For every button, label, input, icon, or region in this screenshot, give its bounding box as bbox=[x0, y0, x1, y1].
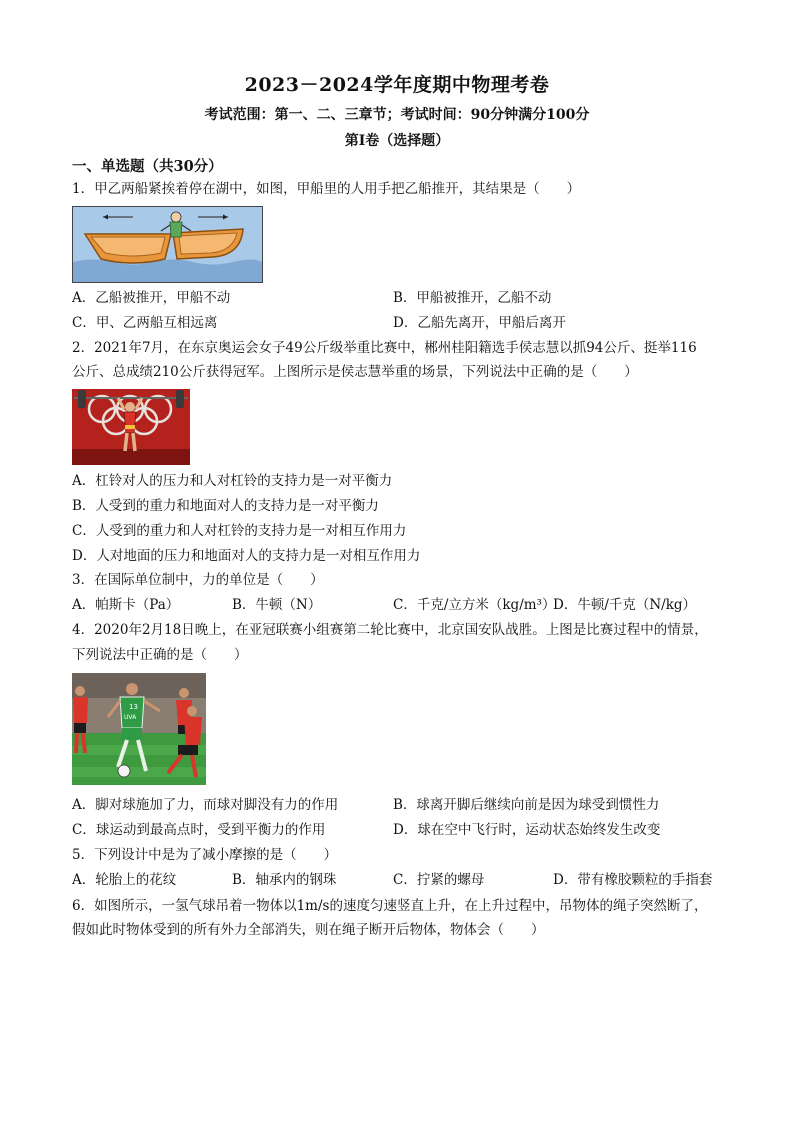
exam-subtitle: 考试范围：第一、二、三章节；考试时间：90分钟满分100分 bbox=[204, 107, 590, 123]
section-title: 一、单选题（共30分） bbox=[72, 158, 223, 175]
q4-option-c: C．球运动到最高点时，受到平衡力的作用 bbox=[72, 822, 326, 838]
q3-option-c: C．千克/立方米（kg/m³） bbox=[393, 597, 556, 613]
q4-stem-line1: 4．2020年2月18日晚上，在亚冠联赛小组赛第二轮比赛中，北京国安队战胜。上图是比赛过程中的情景， bbox=[72, 622, 708, 638]
q5-option-b: B．轴承内的钢珠 bbox=[232, 872, 337, 888]
q4-option-a: A．脚对球施加了力，而球对脚没有力的作用 bbox=[72, 797, 339, 813]
q4-stem-line2: 下列说法中正确的是（ ） bbox=[72, 647, 248, 663]
q6-stem-line1: 6．如图所示，一氢气球吊着一物体以1m/s的速度匀速竖直上升，在上升过程中，吊物体的绳子突然断了， bbox=[72, 898, 708, 914]
soccer-photo bbox=[72, 673, 206, 785]
q1-option-a: A．乙船被推开，甲船不动 bbox=[72, 290, 231, 306]
q3-option-d: D．牛顿/千克（N/kg） bbox=[553, 597, 697, 613]
q1-option-c: C．甲、乙两船互相远离 bbox=[72, 315, 218, 331]
boat-figure bbox=[72, 206, 263, 283]
q5-stem: 5．下列设计中是为了减小摩擦的是（ ） bbox=[72, 847, 338, 863]
part-title: 第Ⅰ卷（选择题） bbox=[344, 133, 450, 149]
weightlifting-photo bbox=[72, 389, 190, 465]
q2-option-b: B．人受到的重力和地面对人的支持力是一对平衡力 bbox=[72, 498, 379, 514]
q3-option-a: A．帕斯卡（Pa） bbox=[72, 597, 180, 613]
q1-option-b: B．甲船被推开，乙船不动 bbox=[393, 290, 552, 306]
q2-option-c: C．人受到的重力和人对杠铃的支持力是一对相互作用力 bbox=[72, 523, 407, 539]
q5-option-a: A．轮胎上的花纹 bbox=[72, 872, 177, 888]
q2-option-a: A．杠铃对人的压力和人对杠铃的支持力是一对平衡力 bbox=[72, 473, 393, 489]
q3-option-b: B．牛顿（N） bbox=[232, 597, 322, 613]
q1-option-d: D．乙船先离开，甲船后离开 bbox=[393, 315, 566, 331]
q5-option-d: D．带有橡胶颗粒的手指套 bbox=[553, 872, 713, 888]
q2-stem-line2: 公斤、总成绩210公斤获得冠军。上图所示是侯志慧举重的场景，下列说法中正确的是（ ） bbox=[72, 364, 638, 380]
q4-option-d: D．球在空中飞行时，运动状态始终发生改变 bbox=[393, 822, 661, 838]
q4-option-b: B．球离开脚后继续向前是因为球受到惯性力 bbox=[393, 797, 660, 813]
q3-stem: 3．在国际单位制中，力的单位是（ ） bbox=[72, 572, 324, 588]
q2-stem-line1: 2．2021年7月，在东京奥运会女子49公斤级举重比赛中，郴州桂阳籍选手侯志慧以抓94公斤、挺举116 bbox=[72, 340, 697, 356]
jersey-sponsor: UVA bbox=[124, 714, 137, 721]
q1-stem: 1．甲乙两船紧挨着停在湖中，如图，甲船里的人用手把乙船推开，其结果是（ ） bbox=[72, 181, 581, 197]
q6-stem-line2: 假如此时物体受到的所有外力全部消失，则在绳子断开后物体，物体会（ ） bbox=[72, 922, 545, 938]
q5-option-c: C．拧紧的螺母 bbox=[393, 872, 485, 888]
q2-option-d: D．人对地面的压力和地面对人的支持力是一对相互作用力 bbox=[72, 548, 421, 564]
jersey-number: 13 bbox=[129, 703, 138, 711]
exam-title: 2023－2024学年度期中物理考卷 bbox=[244, 74, 550, 96]
